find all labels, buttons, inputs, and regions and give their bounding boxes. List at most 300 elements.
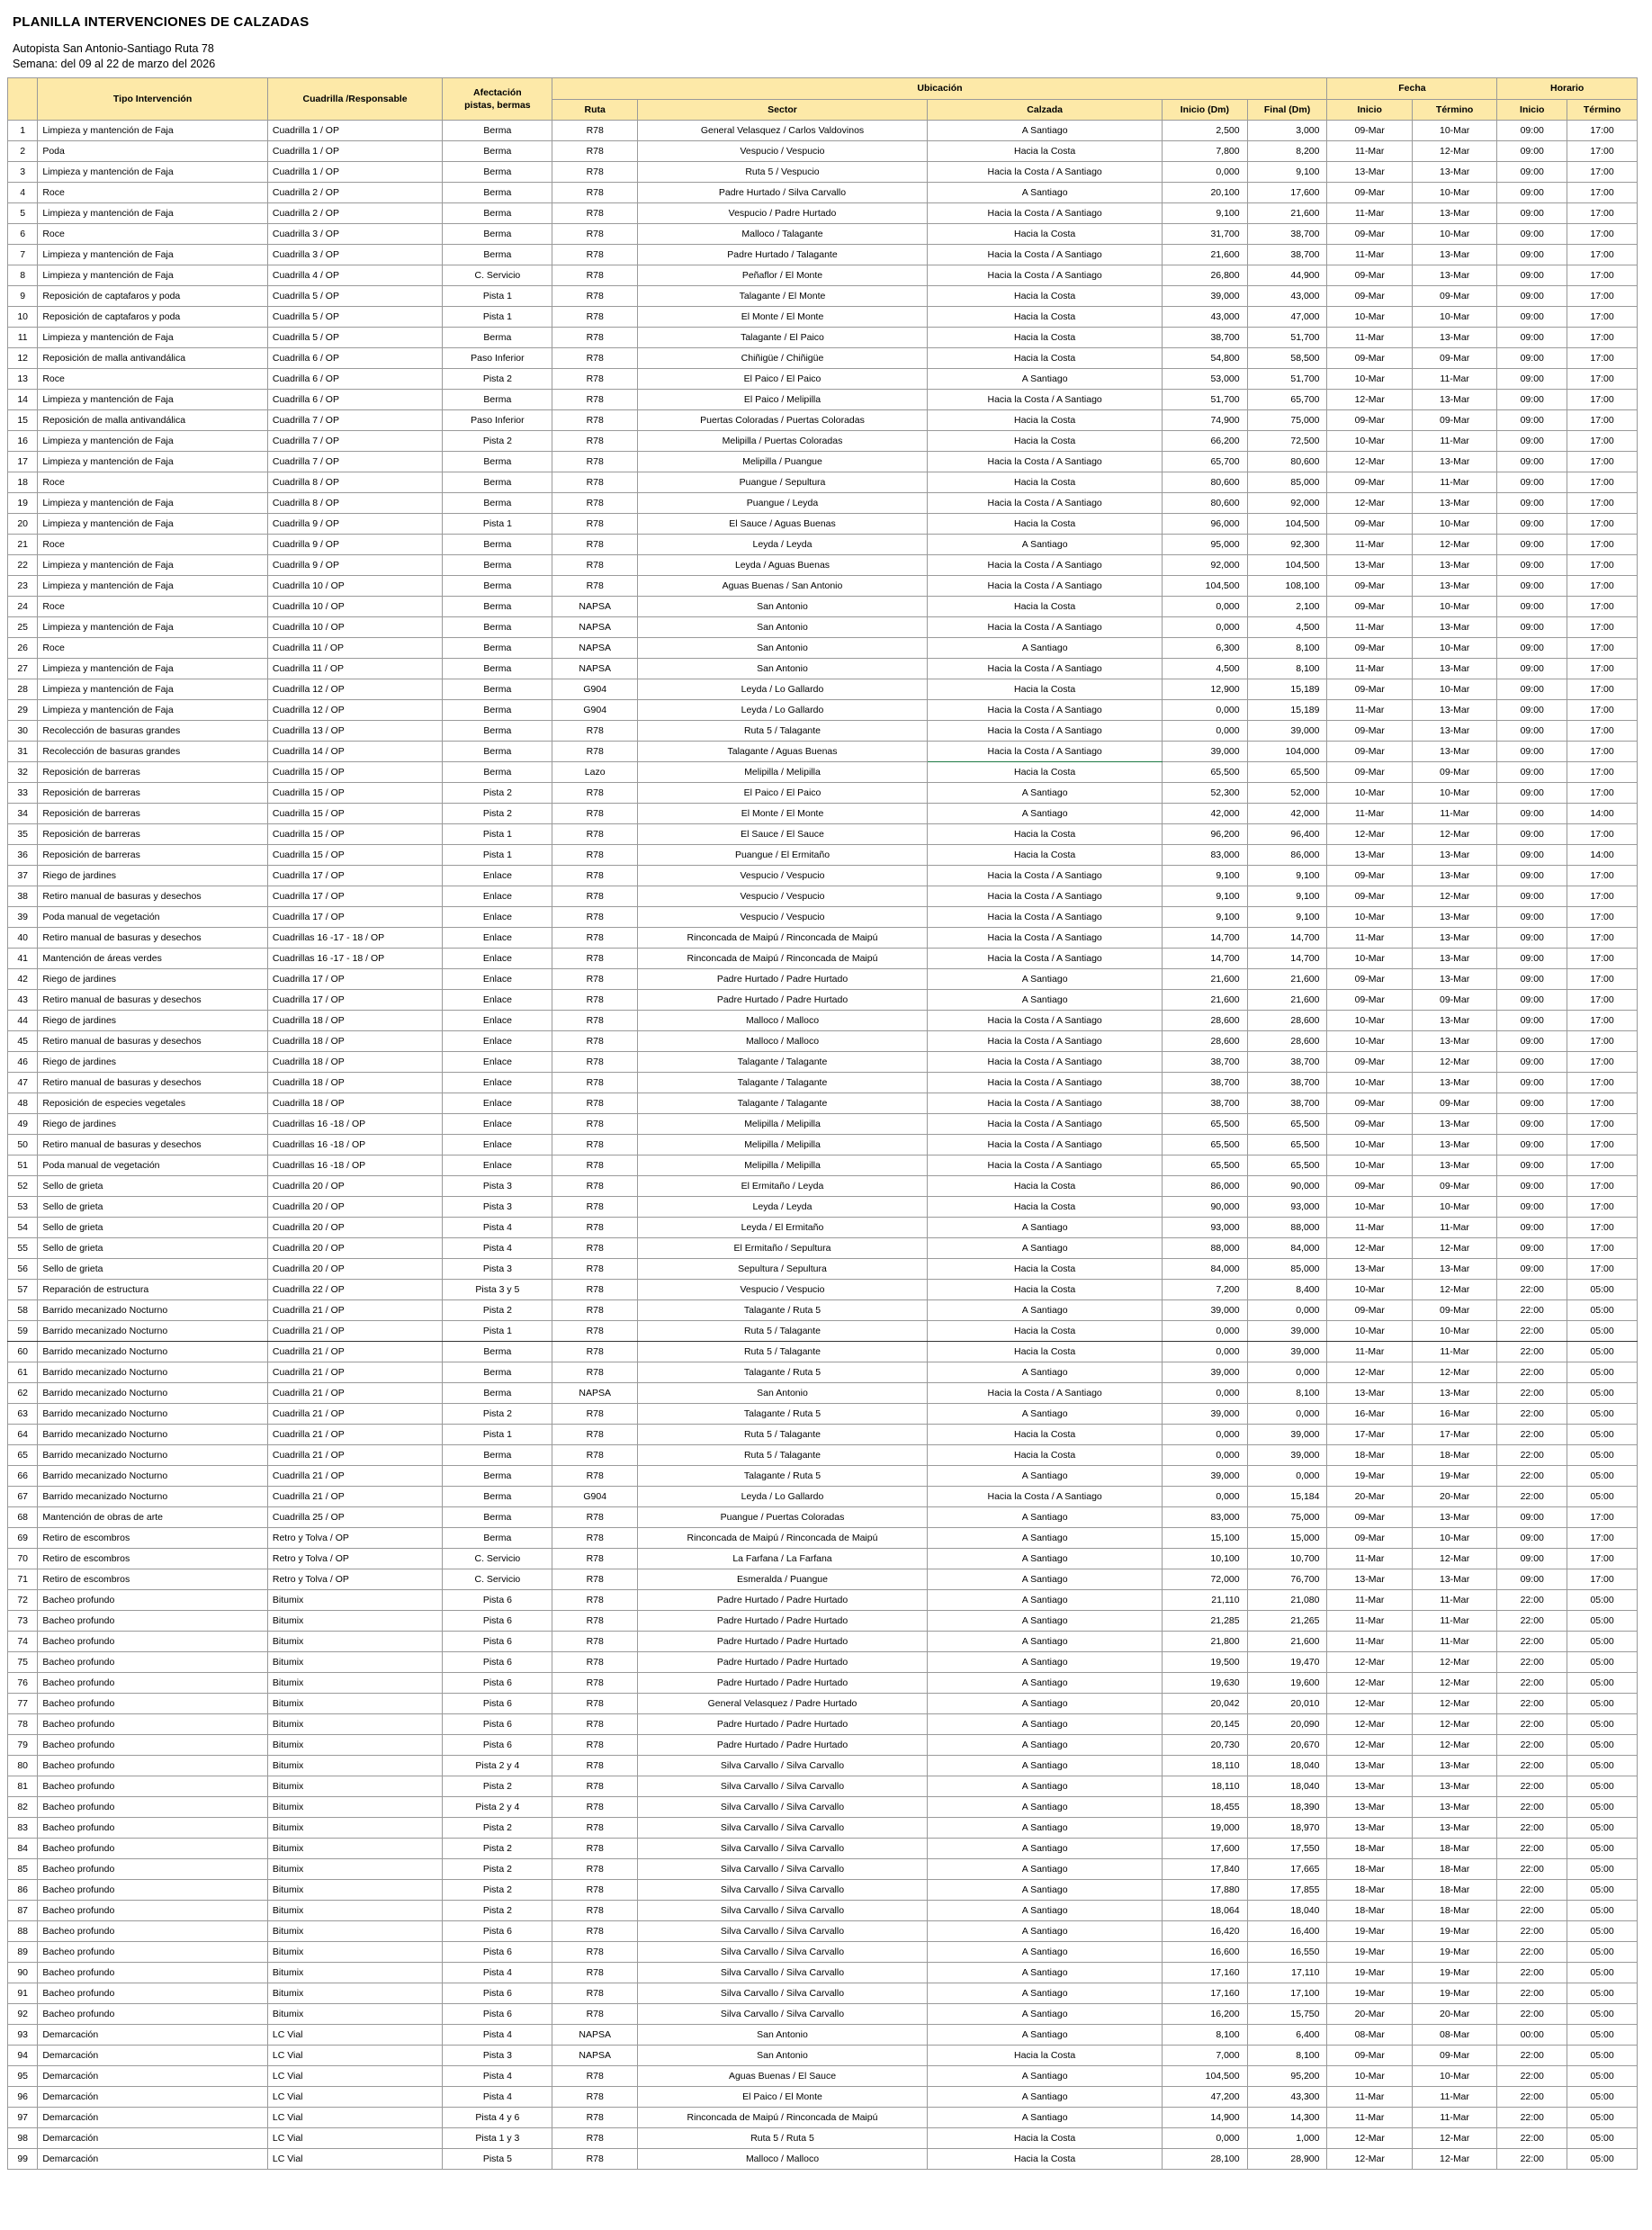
table-row[interactable] (8, 1569, 1638, 1590)
col-ubicacion: Ubicación (552, 78, 1327, 100)
row-sector: Sepultura / Sepultura (637, 1259, 927, 1280)
table-body (8, 121, 1638, 2170)
row-afectacion: Enlace (443, 1031, 552, 1052)
table-row[interactable] (8, 1652, 1638, 1673)
row-ruta: R78 (552, 1466, 637, 1487)
row-inicio-dm: 6,300 (1163, 638, 1247, 659)
table-row[interactable] (8, 203, 1638, 224)
table-row[interactable] (8, 307, 1638, 328)
row-sector: Silva Carvallo / Silva Carvallo (637, 1797, 927, 1818)
row-tipo: Retiro manual de basuras y desechos (38, 990, 268, 1011)
table-row[interactable] (8, 700, 1638, 721)
table-row[interactable] (8, 2066, 1638, 2087)
row-ruta: R78 (552, 183, 637, 203)
table-row[interactable] (8, 1342, 1638, 1362)
row-calzada: A Santiago (928, 1466, 1163, 1487)
table-row[interactable] (8, 679, 1638, 700)
row-cuadrilla: Retro y Tolva / OP (267, 1528, 442, 1549)
table-row[interactable] (8, 1321, 1638, 1342)
row-calzada: Hacia la Costa (928, 845, 1163, 866)
row-sector: Silva Carvallo / Silva Carvallo (637, 1859, 927, 1880)
row-fecha-termino: 13-Mar (1412, 742, 1496, 762)
row-calzada: Hacia la Costa / A Santiago (928, 700, 1163, 721)
table-row[interactable] (8, 1983, 1638, 2004)
row-calzada: A Santiago (928, 1859, 1163, 1880)
table-row[interactable] (8, 2046, 1638, 2066)
row-hora-termino: 17:00 (1567, 679, 1638, 700)
row-fecha-termino: 11-Mar (1412, 2108, 1496, 2128)
table-row[interactable] (8, 1839, 1638, 1859)
table-row[interactable] (8, 1093, 1638, 1114)
row-hora-termino: 17:00 (1567, 535, 1638, 555)
row-sector: Talagante / Ruta 5 (637, 1466, 927, 1487)
table-row[interactable] (8, 1963, 1638, 1983)
row-sector: Silva Carvallo / Silva Carvallo (637, 2004, 927, 2025)
row-number: 59 (8, 1321, 38, 1342)
table-row[interactable] (8, 597, 1638, 617)
table-row[interactable] (8, 824, 1638, 845)
table-row[interactable] (8, 1756, 1638, 1776)
row-sector: Silva Carvallo / Silva Carvallo (637, 1901, 927, 1921)
table-row[interactable] (8, 1714, 1638, 1735)
table-row[interactable] (8, 1859, 1638, 1880)
row-final-dm: 15,189 (1247, 679, 1327, 700)
row-cuadrilla: Cuadrilla 12 / OP (267, 700, 442, 721)
row-fecha-inicio: 11-Mar (1327, 1590, 1412, 1611)
row-afectacion: Berma (443, 597, 552, 617)
row-sector: San Antonio (637, 597, 927, 617)
table-row[interactable] (8, 1694, 1638, 1714)
table-row[interactable] (8, 390, 1638, 410)
table-row[interactable] (8, 1673, 1638, 1694)
table-row[interactable] (8, 245, 1638, 265)
table-row[interactable] (8, 1528, 1638, 1549)
row-sector: Silva Carvallo / Silva Carvallo (637, 1942, 927, 1963)
row-tipo: Sello de grieta (38, 1197, 268, 1218)
row-calzada: Hacia la Costa (928, 1197, 1163, 1218)
row-final-dm: 52,000 (1247, 783, 1327, 804)
row-final-dm: 51,700 (1247, 369, 1327, 390)
row-hora-inicio: 22:00 (1497, 1797, 1567, 1818)
row-cuadrilla: Cuadrilla 11 / OP (267, 659, 442, 679)
row-hora-termino: 05:00 (1567, 1632, 1638, 1652)
table-row[interactable] (8, 1632, 1638, 1652)
row-afectacion: Pista 1 (443, 514, 552, 535)
table-row[interactable] (8, 1362, 1638, 1383)
table-row[interactable] (8, 2004, 1638, 2025)
col-cuadrilla: Cuadrilla /Responsable (267, 78, 442, 121)
row-afectacion: Berma (443, 452, 552, 472)
row-afectacion: Enlace (443, 990, 552, 1011)
row-calzada: A Santiago (928, 638, 1163, 659)
row-cuadrilla: Cuadrilla 15 / OP (267, 845, 442, 866)
row-afectacion: Pista 2 (443, 1404, 552, 1425)
row-hora-termino: 17:00 (1567, 1197, 1638, 1218)
row-number: 5 (8, 203, 38, 224)
row-inicio-dm: 0,000 (1163, 721, 1247, 742)
row-tipo: Riego de jardines (38, 1114, 268, 1135)
table-row[interactable] (8, 1238, 1638, 1259)
table-row[interactable] (8, 721, 1638, 742)
row-number: 97 (8, 2108, 38, 2128)
row-hora-termino: 17:00 (1567, 307, 1638, 328)
table-row[interactable] (8, 1549, 1638, 1569)
row-hora-termino: 05:00 (1567, 1880, 1638, 1901)
table-row[interactable] (8, 555, 1638, 576)
row-afectacion: Pista 2 (443, 1880, 552, 1901)
row-cuadrilla: LC Vial (267, 2046, 442, 2066)
row-sector: Talagante / El Monte (637, 286, 927, 307)
row-afectacion: Berma (443, 638, 552, 659)
row-fecha-termino: 10-Mar (1412, 183, 1496, 203)
row-number: 7 (8, 245, 38, 265)
row-sector: Leyda / Leyda (637, 535, 927, 555)
row-calzada: Hacia la Costa / A Santiago (928, 1487, 1163, 1507)
row-final-dm: 6,400 (1247, 2025, 1327, 2046)
row-final-dm: 85,000 (1247, 1259, 1327, 1280)
table-row[interactable] (8, 1135, 1638, 1155)
table-row[interactable] (8, 1383, 1638, 1404)
table-row[interactable] (8, 286, 1638, 307)
table-row[interactable] (8, 1880, 1638, 1901)
table-row[interactable] (8, 1735, 1638, 1756)
table-row[interactable] (8, 659, 1638, 679)
row-final-dm: 8,100 (1247, 2046, 1327, 2066)
row-number: 14 (8, 390, 38, 410)
row-tipo: Demarcación (38, 2149, 268, 2170)
row-final-dm: 8,100 (1247, 1383, 1327, 1404)
row-cuadrilla: Cuadrilla 12 / OP (267, 679, 442, 700)
row-hora-termino: 17:00 (1567, 928, 1638, 949)
table-row[interactable] (8, 2087, 1638, 2108)
row-hora-inicio: 22:00 (1497, 2149, 1567, 2170)
row-fecha-inicio: 10-Mar (1327, 1321, 1412, 1342)
table-row[interactable] (8, 410, 1638, 431)
row-hora-inicio: 22:00 (1497, 1487, 1567, 1507)
row-hora-inicio: 09:00 (1497, 1507, 1567, 1528)
row-hora-termino: 05:00 (1567, 1487, 1638, 1507)
row-calzada: Hacia la Costa / A Santiago (928, 390, 1163, 410)
row-fecha-inicio: 11-Mar (1327, 328, 1412, 348)
row-afectacion: Berma (443, 390, 552, 410)
row-sector: Padre Hurtado / Padre Hurtado (637, 990, 927, 1011)
row-cuadrilla: Cuadrillas 16 -17 - 18 / OP (267, 928, 442, 949)
row-sector: San Antonio (637, 659, 927, 679)
row-cuadrilla: Bitumix (267, 1901, 442, 1921)
row-ruta: R78 (552, 535, 637, 555)
row-afectacion: Berma (443, 328, 552, 348)
row-fecha-termino: 09-Mar (1412, 1176, 1496, 1197)
row-ruta: R78 (552, 1714, 637, 1735)
table-row[interactable] (8, 845, 1638, 866)
table-row[interactable] (8, 576, 1638, 597)
row-afectacion: Pista 1 (443, 1321, 552, 1342)
row-final-dm: 17,855 (1247, 1880, 1327, 1901)
row-hora-inicio: 09:00 (1497, 804, 1567, 824)
row-sector: Leyda / El Ermitaño (637, 1218, 927, 1238)
row-afectacion: Enlace (443, 1073, 552, 1093)
row-afectacion: Pista 1 (443, 824, 552, 845)
table-row[interactable] (8, 949, 1638, 969)
row-tipo: Bacheo profundo (38, 1963, 268, 1983)
table-row[interactable] (8, 369, 1638, 390)
row-fecha-inicio: 12-Mar (1327, 493, 1412, 514)
row-calzada: Hacia la Costa (928, 431, 1163, 452)
row-hora-termino: 17:00 (1567, 183, 1638, 203)
row-fecha-inicio: 11-Mar (1327, 700, 1412, 721)
table-row[interactable] (8, 990, 1638, 1011)
row-fecha-termino: 13-Mar (1412, 969, 1496, 990)
row-hora-termino: 05:00 (1567, 1362, 1638, 1383)
table-row[interactable] (8, 1404, 1638, 1425)
row-fecha-termino: 12-Mar (1412, 2128, 1496, 2149)
row-calzada: Hacia la Costa / A Santiago (928, 1383, 1163, 1404)
row-hora-termino: 17:00 (1567, 1259, 1638, 1280)
table-row[interactable] (8, 452, 1638, 472)
row-fecha-termino: 13-Mar (1412, 1383, 1496, 1404)
row-number: 48 (8, 1093, 38, 1114)
row-ruta: R78 (552, 203, 637, 224)
table-row[interactable] (8, 1300, 1638, 1321)
row-hora-termino: 17:00 (1567, 472, 1638, 493)
row-tipo: Bacheo profundo (38, 1776, 268, 1797)
table-row[interactable] (8, 1031, 1638, 1052)
col-afectacion: Afectación pistas, bermas (443, 78, 552, 121)
row-fecha-termino: 18-Mar (1412, 1839, 1496, 1859)
table-row[interactable] (8, 1901, 1638, 1921)
row-cuadrilla: Cuadrilla 20 / OP (267, 1238, 442, 1259)
row-inicio-dm: 28,600 (1163, 1031, 1247, 1052)
row-fecha-termino: 10-Mar (1412, 1528, 1496, 1549)
row-cuadrilla: Cuadrilla 21 / OP (267, 1383, 442, 1404)
table-row[interactable] (8, 162, 1638, 183)
table-row[interactable] (8, 348, 1638, 369)
row-calzada: Hacia la Costa / A Santiago (928, 1093, 1163, 1114)
row-fecha-termino: 19-Mar (1412, 1466, 1496, 1487)
row-number: 4 (8, 183, 38, 203)
row-fecha-termino: 11-Mar (1412, 1632, 1496, 1652)
table-row[interactable] (8, 638, 1638, 659)
row-number: 64 (8, 1425, 38, 1445)
table-row[interactable] (8, 183, 1638, 203)
row-fecha-termino: 18-Mar (1412, 1880, 1496, 1901)
row-calzada: A Santiago (928, 2108, 1163, 2128)
row-final-dm: 92,300 (1247, 535, 1327, 555)
row-cuadrilla: Cuadrilla 17 / OP (267, 866, 442, 886)
row-fecha-termino: 13-Mar (1412, 659, 1496, 679)
row-ruta: R78 (552, 245, 637, 265)
table-row[interactable] (8, 1445, 1638, 1466)
row-hora-inicio: 00:00 (1497, 2025, 1567, 2046)
table-row[interactable] (8, 1590, 1638, 1611)
table-row[interactable] (8, 431, 1638, 452)
row-sector: Padre Hurtado / Talagante (637, 245, 927, 265)
row-calzada: Hacia la Costa (928, 1321, 1163, 1342)
row-inicio-dm: 65,500 (1163, 1155, 1247, 1176)
row-calzada: Hacia la Costa / A Santiago (928, 1135, 1163, 1155)
table-row[interactable] (8, 762, 1638, 783)
row-calzada: Hacia la Costa / A Santiago (928, 1031, 1163, 1052)
row-calzada: Hacia la Costa / A Santiago (928, 928, 1163, 949)
row-final-dm: 39,000 (1247, 1445, 1327, 1466)
row-cuadrilla: Cuadrilla 18 / OP (267, 1031, 442, 1052)
row-fecha-inicio: 08-Mar (1327, 2025, 1412, 2046)
row-fecha-termino: 10-Mar (1412, 597, 1496, 617)
table-row[interactable] (8, 1280, 1638, 1300)
row-hora-termino: 17:00 (1567, 265, 1638, 286)
row-afectacion: Enlace (443, 907, 552, 928)
table-row[interactable] (8, 1942, 1638, 1963)
row-hora-inicio: 09:00 (1497, 824, 1567, 845)
table-row[interactable] (8, 1011, 1638, 1031)
table-row[interactable] (8, 1155, 1638, 1176)
table-row[interactable] (8, 969, 1638, 990)
table-row[interactable] (8, 1197, 1638, 1218)
row-tipo: Sello de grieta (38, 1259, 268, 1280)
row-fecha-termino: 09-Mar (1412, 990, 1496, 1011)
row-inicio-dm: 18,110 (1163, 1756, 1247, 1776)
row-afectacion: Enlace (443, 886, 552, 907)
row-hora-inicio: 22:00 (1497, 1901, 1567, 1921)
row-inicio-dm: 47,200 (1163, 2087, 1247, 2108)
row-ruta: R78 (552, 1404, 637, 1425)
table-row[interactable] (8, 514, 1638, 535)
row-fecha-inicio: 13-Mar (1327, 162, 1412, 183)
table-row[interactable] (8, 1611, 1638, 1632)
row-fecha-termino: 11-Mar (1412, 2087, 1496, 2108)
table-row[interactable] (8, 1921, 1638, 1942)
row-tipo: Bacheo profundo (38, 1632, 268, 1652)
table-row[interactable] (8, 1487, 1638, 1507)
row-tipo: Limpieza y mantención de Faja (38, 659, 268, 679)
row-fecha-termino: 13-Mar (1412, 1756, 1496, 1776)
row-fecha-termino: 19-Mar (1412, 1983, 1496, 2004)
row-ruta: R78 (552, 742, 637, 762)
row-inicio-dm: 38,700 (1163, 1052, 1247, 1073)
row-fecha-termino: 12-Mar (1412, 1362, 1496, 1383)
row-number: 62 (8, 1383, 38, 1404)
table-row[interactable] (8, 2128, 1638, 2149)
row-inicio-dm: 83,000 (1163, 845, 1247, 866)
row-calzada: Hacia la Costa / A Santiago (928, 907, 1163, 928)
table-row[interactable] (8, 1052, 1638, 1073)
row-fecha-inicio: 10-Mar (1327, 907, 1412, 928)
row-ruta: R78 (552, 1259, 637, 1280)
row-sector: Talagante / Talagante (637, 1052, 927, 1073)
table-row[interactable] (8, 1218, 1638, 1238)
row-cuadrilla: Cuadrilla 17 / OP (267, 990, 442, 1011)
row-hora-inicio: 09:00 (1497, 617, 1567, 638)
table-row[interactable] (8, 535, 1638, 555)
table-row[interactable] (8, 121, 1638, 141)
row-cuadrilla: Cuadrilla 22 / OP (267, 1280, 442, 1300)
row-number: 23 (8, 576, 38, 597)
table-row[interactable] (8, 783, 1638, 804)
row-final-dm: 0,000 (1247, 1466, 1327, 1487)
row-hora-inicio: 09:00 (1497, 328, 1567, 348)
table-row[interactable] (8, 224, 1638, 245)
row-afectacion: Pista 6 (443, 2004, 552, 2025)
row-hora-inicio: 09:00 (1497, 1528, 1567, 1549)
table-row[interactable] (8, 472, 1638, 493)
table-row[interactable] (8, 1797, 1638, 1818)
row-sector: Ruta 5 / Talagante (637, 721, 927, 742)
table-row[interactable] (8, 2149, 1638, 2170)
table-row[interactable] (8, 2108, 1638, 2128)
row-number: 20 (8, 514, 38, 535)
table-row[interactable] (8, 1176, 1638, 1197)
row-ruta: R78 (552, 121, 637, 141)
table-row[interactable] (8, 328, 1638, 348)
row-hora-inicio: 22:00 (1497, 1756, 1567, 1776)
table-row[interactable] (8, 928, 1638, 949)
table-row[interactable] (8, 1818, 1638, 1839)
row-calzada: Hacia la Costa (928, 824, 1163, 845)
row-afectacion: Pista 3 (443, 1259, 552, 1280)
table-row[interactable] (8, 2025, 1638, 2046)
row-hora-inicio: 09:00 (1497, 1259, 1567, 1280)
row-ruta: R78 (552, 141, 637, 162)
table-row[interactable] (8, 1259, 1638, 1280)
table-row[interactable] (8, 804, 1638, 824)
col-fecha: Fecha (1327, 78, 1497, 100)
table-row[interactable] (8, 265, 1638, 286)
row-hora-termino: 05:00 (1567, 1673, 1638, 1694)
row-hora-termino: 17:00 (1567, 431, 1638, 452)
table-row[interactable] (8, 1114, 1638, 1135)
table-row[interactable] (8, 141, 1638, 162)
row-hora-termino: 17:00 (1567, 597, 1638, 617)
table-row[interactable] (8, 493, 1638, 514)
row-hora-termino: 05:00 (1567, 1963, 1638, 1983)
table-row[interactable] (8, 1466, 1638, 1487)
table-row[interactable] (8, 1425, 1638, 1445)
row-ruta: R78 (552, 1569, 637, 1590)
row-inicio-dm: 38,700 (1163, 1093, 1247, 1114)
table-row[interactable] (8, 866, 1638, 886)
row-calzada: A Santiago (928, 1549, 1163, 1569)
row-hora-termino: 17:00 (1567, 1135, 1638, 1155)
col-inicio-dm: Inicio (Dm) (1163, 99, 1247, 121)
row-fecha-termino: 13-Mar (1412, 1031, 1496, 1052)
row-fecha-inicio: 10-Mar (1327, 949, 1412, 969)
table-row[interactable] (8, 1776, 1638, 1797)
row-sector: Melipilla / Melipilla (637, 1135, 927, 1155)
table-row[interactable] (8, 1073, 1638, 1093)
row-fecha-inicio: 09-Mar (1327, 990, 1412, 1011)
table-row[interactable] (8, 617, 1638, 638)
table-row[interactable] (8, 886, 1638, 907)
row-fecha-termino: 08-Mar (1412, 2025, 1496, 2046)
row-ruta: R78 (552, 576, 637, 597)
table-row[interactable] (8, 907, 1638, 928)
row-calzada: A Santiago (928, 1714, 1163, 1735)
row-final-dm: 75,000 (1247, 410, 1327, 431)
row-tipo: Demarcación (38, 2066, 268, 2087)
table-row[interactable] (8, 742, 1638, 762)
table-row[interactable] (8, 1507, 1638, 1528)
row-inicio-dm: 95,000 (1163, 535, 1247, 555)
page-title: PLANILLA INTERVENCIONES DE CALZADAS (13, 14, 310, 30)
row-ruta: R78 (552, 2087, 637, 2108)
row-sector: Chiñigüe / Chiñigüe (637, 348, 927, 369)
col-calzada: Calzada (928, 99, 1163, 121)
row-hora-inicio: 22:00 (1497, 1859, 1567, 1880)
row-number: 40 (8, 928, 38, 949)
row-calzada: A Santiago (928, 1652, 1163, 1673)
row-afectacion: Pista 3 (443, 1197, 552, 1218)
row-inicio-dm: 0,000 (1163, 1445, 1247, 1466)
